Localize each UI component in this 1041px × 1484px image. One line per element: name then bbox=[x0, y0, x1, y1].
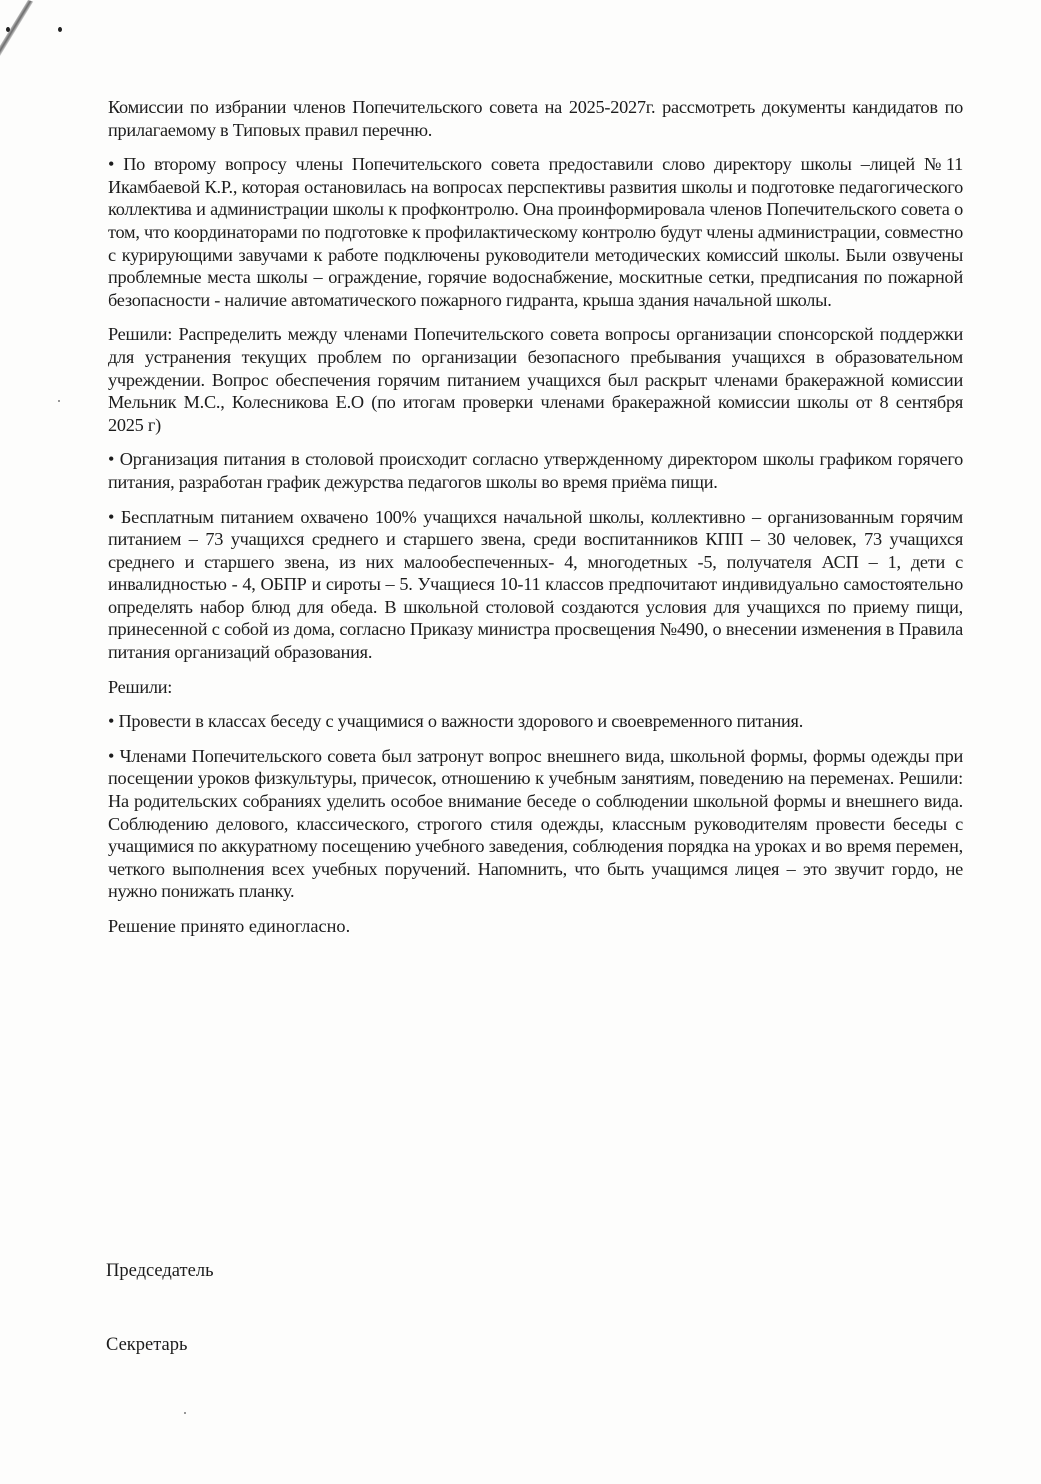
chairman-signature-label: Председатель bbox=[106, 1261, 214, 1281]
punch-dot-right bbox=[58, 27, 62, 32]
paragraph-appearance: • Членами Попечительского совета был затронут вопрос внешнего вида, школьной формы, формы одежды при посещении уроков физкультуры, причесок, отношению к учебным занятиям, поведению на переменах. Решили: На родительских собраниях уделить особое внимание беседе о соблюдении школьной формы и внешнего вида. Соблюдению делового, классического, строгого стиля одежды, классным руководителям провести беседы с учащимися по аккуратному посещению учебного заведения, соблюдения порядка на уроках и во время перемен, четкого выполнения всех учебных поручений. Напомнить, что быть учащимся лицея – это звучит гордо, не нужно понижать планку. bbox=[108, 745, 963, 902]
closing-statement: Решение принято единогласно. bbox=[108, 916, 351, 936]
secretary-signature-label: Секретарь bbox=[106, 1335, 188, 1355]
speck-mark bbox=[184, 1412, 186, 1414]
paragraph-free-meals: • Бесплатным питанием охвачено 100% учащихся начальной школы, коллективно – организованным горячим питанием – 73 учащихся среднего и старшего звена, среди воспитанников КПП – 30 человек, 73 учащихся среднего и старшего звена, из них малообеспеченных- 4, многодетных -5, получателя АСП – 1, дети с инвалидностью - 4, ОБПР и сироты – 5. Учащиеся 10-11 классов предпочитают индивидуально самостоятельно определять набор блюд для обеда. В школьной столовой создаются условия для учащихся по приему пищи, принесенной с собой из дома, согласно Приказу министра просвещения №490, о внесении изменения в Правила питания организаций образования. bbox=[108, 506, 963, 663]
paragraph-healthy-eating: • Провести в классах беседу с учащимися о важности здорового и своевременного питания. bbox=[108, 711, 804, 732]
document-body bbox=[108, 96, 963, 938]
paragraph-canteen-organization: • Организация питания в столовой происходит согласно утвержденному директором школы графиком горячего питания, разработан график дежурства педагогов школы во время приёма пищи. bbox=[108, 449, 963, 492]
speck-mark bbox=[58, 400, 60, 402]
staple-mark bbox=[0, 0, 33, 71]
paragraph-decision-sponsorship: Решили: Распределить между членами Попечительского совета вопросы организации спонсорской поддержки для устранения текущих проблем по организации безопасного пребывания учащихся в образовательном учреждении. Вопрос обеспечения горячим питанием учащихся был раскрыт членами бракеражной комиссии Мельник М.С., Колесникова Е.О (по итогам проверки членами бракеражной комиссии школы от 8 сентября 2025 г) bbox=[108, 324, 963, 435]
decision-heading: Решили: bbox=[108, 676, 173, 697]
paragraph-commission: Комиссии по избрании членов Попечительского совета на 2025-2027г. рассмотреть документы кандидатов по прилагаемому в Типовых правил перечню. bbox=[108, 97, 963, 140]
punch-dot-left bbox=[6, 27, 10, 32]
paragraph-second-question: • По второму вопросу члены Попечительского совета предоставили слово директору школы –лицей №11 Икамбаевой К.Р., которая остановилась на вопросах перспективы развития школы и подготовке педагогического коллектива и администрации школы к профконтролю. Она проинформировала членов Попечительского совета о том, что координаторами по подготовке к профилактическому контролю будут члены администрации, совместно с курирующими завучами к работе подключены руководители методических комиссий школы. Были озвучены проблемные места школы – ограждение, горячие водоснабжение, москитные сетки, предписания по пожарной безопасности - наличие автоматического пожарного гидранта, крыша здания начальной школы. bbox=[108, 154, 963, 310]
